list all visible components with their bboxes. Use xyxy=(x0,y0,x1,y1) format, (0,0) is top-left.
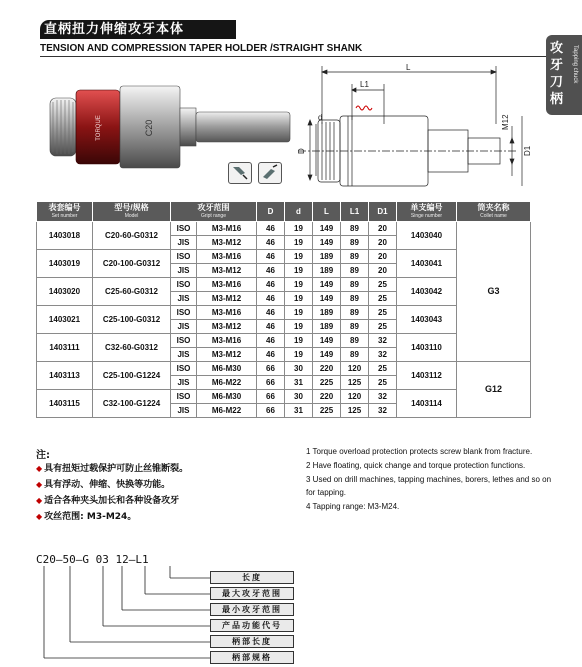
col-header: 单支编号 Singe number xyxy=(397,202,457,222)
col-header: L1 xyxy=(341,202,369,222)
cell-range: M6-M30 xyxy=(197,390,257,404)
section-tab-sublabel: Tapping chuck xyxy=(572,45,578,84)
notes-label: 注: xyxy=(36,450,50,461)
cell-d: 66 xyxy=(257,376,285,390)
cell-d1: 25 xyxy=(369,376,397,390)
collet-cell: G3 xyxy=(457,222,531,362)
set-number-cell: 1403019 xyxy=(37,250,93,278)
set-number-cell: 1403111 xyxy=(37,334,93,362)
cell-d: 66 xyxy=(257,390,285,404)
model-cell: C32-60-G0312 xyxy=(93,334,171,362)
note-en: 3 Used on drill machines, tapping machines, borers, lethes and so on for tapping. xyxy=(306,475,552,497)
legend-min-tap-range: 最小攻牙范围 xyxy=(210,603,294,616)
cell-d: 19 xyxy=(285,348,313,362)
col-header: 表套编号 Set number xyxy=(37,202,93,222)
dim-M12: M12 xyxy=(501,114,510,130)
cell-l: 189 xyxy=(313,250,341,264)
ring-label: TORQUE xyxy=(96,115,102,141)
cell-d1: 20 xyxy=(369,250,397,264)
cell-d1: 25 xyxy=(369,278,397,292)
cell-l: 220 xyxy=(313,390,341,404)
cell-d: 46 xyxy=(257,264,285,278)
cell-d: 19 xyxy=(285,236,313,250)
cell-std: JIS xyxy=(171,264,197,278)
set-number-cell: 1403021 xyxy=(37,306,93,334)
col-header: 型号/规格 Model xyxy=(93,202,171,222)
cell-std: JIS xyxy=(171,404,197,418)
cell-range: M3-M16 xyxy=(197,222,257,236)
cell-l1: 120 xyxy=(341,390,369,404)
cell-range: M3-M12 xyxy=(197,320,257,334)
cell-d1: 25 xyxy=(369,320,397,334)
note-en: 1 Torque overload protection protects screw blank from fracture. xyxy=(306,447,533,456)
cell-d: 31 xyxy=(285,404,313,418)
cell-l1: 89 xyxy=(341,250,369,264)
collet-cell: G12 xyxy=(457,362,531,418)
cell-l: 149 xyxy=(313,278,341,292)
single-number-cell: 1403110 xyxy=(397,334,457,362)
single-number-cell: 1403041 xyxy=(397,250,457,278)
legend-length: 长度 xyxy=(210,571,294,584)
cell-std: ISO xyxy=(171,334,197,348)
cell-std: JIS xyxy=(171,320,197,334)
cell-d1: 25 xyxy=(369,306,397,320)
set-number-cell: 1403020 xyxy=(37,278,93,306)
dim-D1: D1 xyxy=(523,145,532,156)
legend-max-tap-range: 最大攻牙范围 xyxy=(210,587,294,600)
cell-l1: 120 xyxy=(341,362,369,376)
legend-shank-spec: 柄部规格 xyxy=(210,651,294,664)
cell-d: 19 xyxy=(285,334,313,348)
cell-d1: 25 xyxy=(369,292,397,306)
cell-std: ISO xyxy=(171,222,197,236)
note-cn: ◆ 攻丝范围: M3-M24。 xyxy=(36,509,188,525)
cell-d: 19 xyxy=(285,222,313,236)
cell-std: ISO xyxy=(171,390,197,404)
model-cell: C25-100-G1224 xyxy=(93,362,171,390)
dim-d: d xyxy=(318,113,323,122)
dim-L1: L1 xyxy=(360,80,369,89)
note-cn: ◆ 具有扭矩过载保护可防止丝锥断裂。 xyxy=(36,461,188,477)
cell-std: JIS xyxy=(171,376,197,390)
cell-d: 46 xyxy=(257,334,285,348)
cell-d: 46 xyxy=(257,236,285,250)
cell-l: 189 xyxy=(313,306,341,320)
set-number-cell: 1403018 xyxy=(37,222,93,250)
cell-d: 66 xyxy=(257,362,285,376)
cell-d: 19 xyxy=(285,264,313,278)
cell-l1: 89 xyxy=(341,348,369,362)
cell-l1: 89 xyxy=(341,320,369,334)
dim-D: D xyxy=(297,148,306,154)
cell-range: M3-M16 xyxy=(197,278,257,292)
cell-l1: 89 xyxy=(341,292,369,306)
model-cell: C25-60-G0312 xyxy=(93,278,171,306)
cell-d1: 20 xyxy=(369,264,397,278)
cell-l: 149 xyxy=(313,292,341,306)
legend-function-code: 产品功能代号 xyxy=(210,619,294,632)
cell-l1: 89 xyxy=(341,236,369,250)
cell-range: M3-M12 xyxy=(197,292,257,306)
cell-range: M3-M12 xyxy=(197,264,257,278)
single-number-cell: 1403043 xyxy=(397,306,457,334)
cell-d: 30 xyxy=(285,362,313,376)
col-header: 攻牙范围 Gript range xyxy=(171,202,257,222)
col-header: D1 xyxy=(369,202,397,222)
col-header: d xyxy=(285,202,313,222)
cell-std: JIS xyxy=(171,348,197,362)
cell-d1: 25 xyxy=(369,362,397,376)
cell-d: 46 xyxy=(257,292,285,306)
cell-range: M6-M22 xyxy=(197,404,257,418)
cell-d1: 32 xyxy=(369,348,397,362)
col-header: 筒夹名称 Collet name xyxy=(457,202,531,222)
col-header: D xyxy=(257,202,285,222)
cell-l1: 89 xyxy=(341,334,369,348)
cell-l: 189 xyxy=(313,264,341,278)
cell-l1: 89 xyxy=(341,222,369,236)
note-cn: ◆ 具有浮动、伸缩、快换等功能。 xyxy=(36,477,188,493)
single-number-cell: 1403042 xyxy=(397,278,457,306)
cell-l: 189 xyxy=(313,320,341,334)
cell-d: 19 xyxy=(285,278,313,292)
cell-l1: 89 xyxy=(341,264,369,278)
cell-l1: 89 xyxy=(341,306,369,320)
cell-l: 225 xyxy=(313,376,341,390)
cell-d1: 32 xyxy=(369,390,397,404)
model-cell: C25-100-G0312 xyxy=(93,306,171,334)
cell-d: 19 xyxy=(285,292,313,306)
cell-d: 46 xyxy=(257,222,285,236)
cell-d1: 32 xyxy=(369,404,397,418)
cell-d: 66 xyxy=(257,404,285,418)
single-number-cell: 1403112 xyxy=(397,362,457,390)
cell-d: 46 xyxy=(257,306,285,320)
col-header: L xyxy=(313,202,341,222)
note-en: 4 Tapping range: M3-M24. xyxy=(306,502,400,511)
cell-range: M3-M16 xyxy=(197,306,257,320)
cell-std: ISO xyxy=(171,306,197,320)
cell-l: 149 xyxy=(313,236,341,250)
cell-d: 46 xyxy=(257,348,285,362)
cell-std: JIS xyxy=(171,292,197,306)
cell-std: ISO xyxy=(171,250,197,264)
cell-d1: 32 xyxy=(369,334,397,348)
single-number-cell: 1403114 xyxy=(397,390,457,418)
cell-l: 149 xyxy=(313,348,341,362)
cell-d1: 20 xyxy=(369,222,397,236)
cell-range: M3-M12 xyxy=(197,348,257,362)
cell-d: 19 xyxy=(285,306,313,320)
cell-d1: 20 xyxy=(369,236,397,250)
cell-range: M3-M12 xyxy=(197,236,257,250)
cell-std: ISO xyxy=(171,362,197,376)
section-tab-label: 攻牙刀柄 xyxy=(550,41,564,107)
cell-d: 19 xyxy=(285,250,313,264)
cell-l: 225 xyxy=(313,404,341,418)
cell-l: 220 xyxy=(313,362,341,376)
page-subtitle: TENSION AND COMPRESSION TAPER HOLDER /STRAIGHT SHANK xyxy=(40,43,363,54)
set-number-cell: 1403113 xyxy=(37,362,93,390)
cell-d: 19 xyxy=(285,320,313,334)
legend-shank-length: 柄部长度 xyxy=(210,635,294,648)
model-cell: C32-100-G1224 xyxy=(93,390,171,418)
cell-std: ISO xyxy=(171,278,197,292)
note-cn: ◆ 适合各种夹头加长和各种设备攻牙 xyxy=(36,493,188,509)
single-number-cell: 1403040 xyxy=(397,222,457,250)
cell-d: 46 xyxy=(257,250,285,264)
cell-range: M6-M22 xyxy=(197,376,257,390)
cell-l: 149 xyxy=(313,334,341,348)
model-code: C20—50—G 03 12—L1 xyxy=(36,553,149,566)
dim-L: L xyxy=(406,63,411,72)
page-title: 直柄扭力伸缩攻牙本体 xyxy=(44,22,185,37)
cell-std: JIS xyxy=(171,236,197,250)
cell-d: 30 xyxy=(285,390,313,404)
note-en: 2 Have floating, quick change and torque protection functions. xyxy=(306,461,526,470)
cell-range: M3-M16 xyxy=(197,334,257,348)
cell-d: 31 xyxy=(285,376,313,390)
cell-d: 46 xyxy=(257,320,285,334)
cell-l: 149 xyxy=(313,222,341,236)
cell-l1: 125 xyxy=(341,404,369,418)
cell-range: M3-M16 xyxy=(197,250,257,264)
set-number-cell: 1403115 xyxy=(37,390,93,418)
cell-l1: 89 xyxy=(341,278,369,292)
body-label: C20 xyxy=(144,119,154,137)
model-cell: C20-60-G0312 xyxy=(93,222,171,250)
cell-l1: 125 xyxy=(341,376,369,390)
model-cell: C20-100-G0312 xyxy=(93,250,171,278)
cell-d: 46 xyxy=(257,278,285,292)
cell-range: M6-M30 xyxy=(197,362,257,376)
